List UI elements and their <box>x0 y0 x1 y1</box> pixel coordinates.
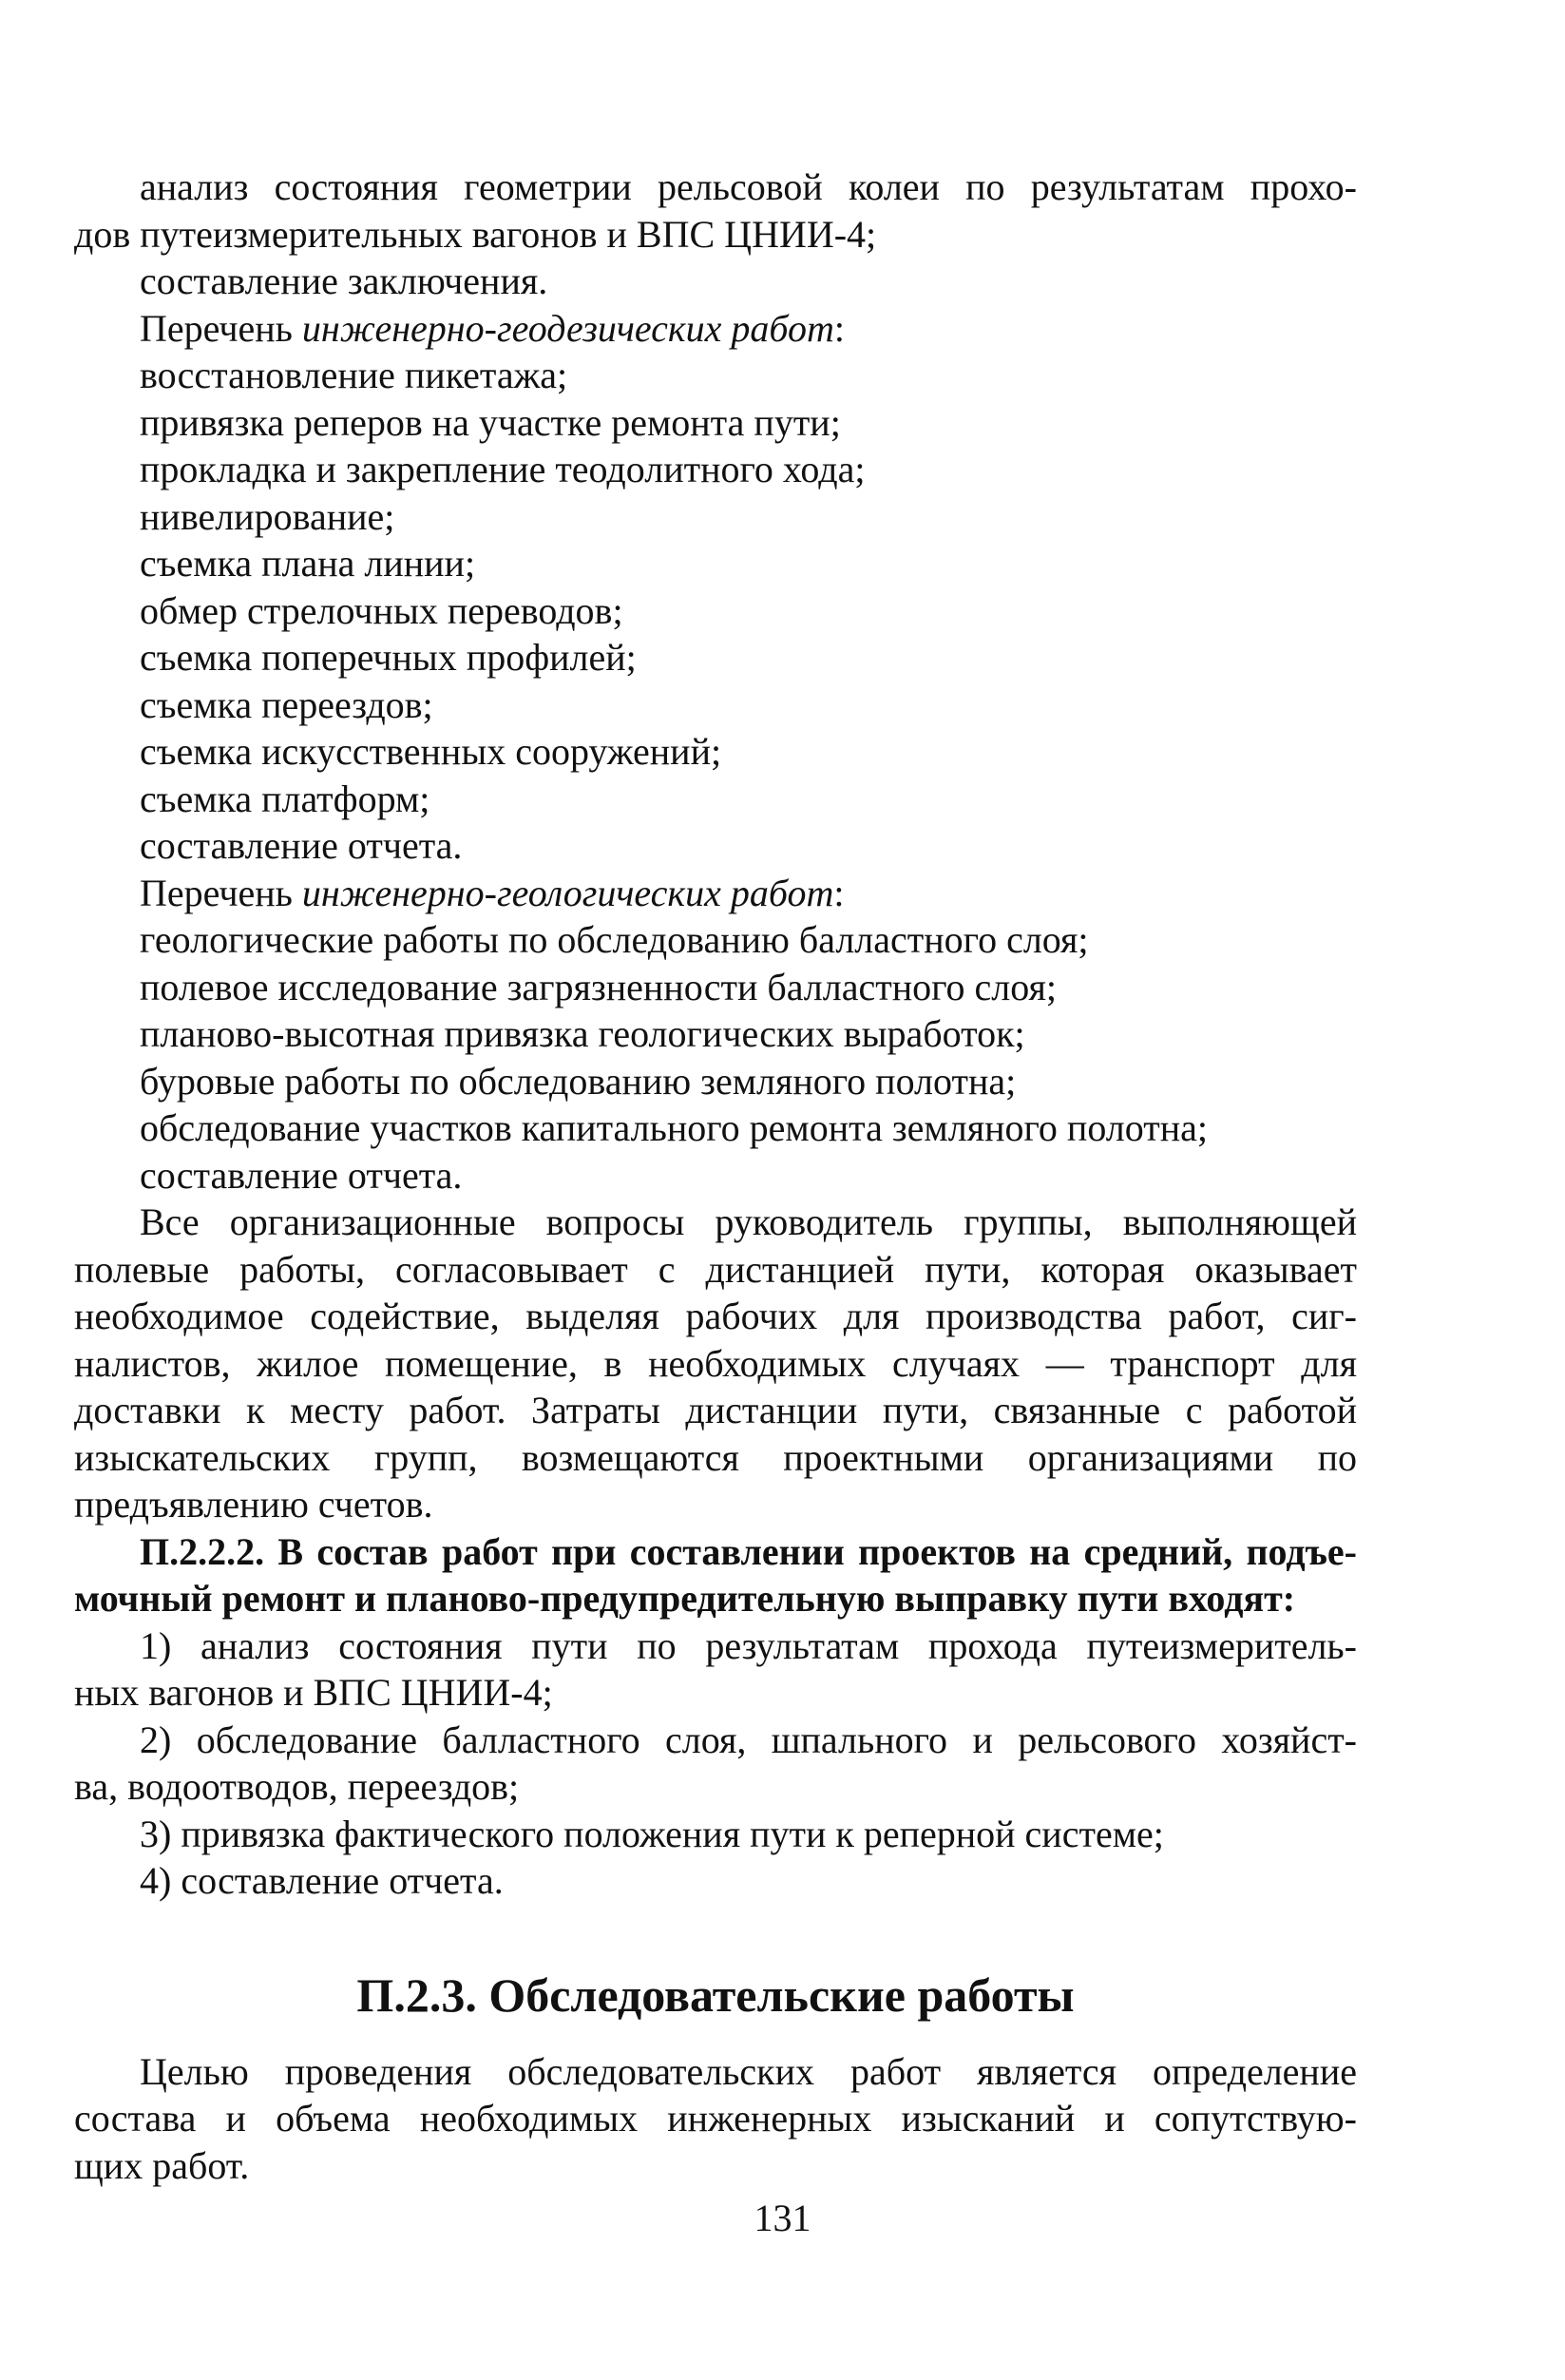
list-item: полевое исследование загрязненности балластного слоя; <box>140 965 1057 1008</box>
text-line: щих работ. <box>74 2143 250 2187</box>
top-paragraph <box>74 163 1357 305</box>
geodetic-works-list <box>74 305 1357 870</box>
list-item: составление отчета. <box>140 1153 463 1197</box>
list-item: съемка платформ; <box>140 777 430 820</box>
numbered-item: 2) обследование балластного слоя, шпального и рельсового хозяйст- <box>140 1718 1357 1761</box>
list-intro-colon: : <box>833 871 845 914</box>
text-line: анализ состояния геометрии рельсовой колеи по результатам прохо- <box>140 165 1357 208</box>
list-intro <box>74 870 1357 917</box>
list-intro-colon: : <box>833 306 845 350</box>
section-paragraph <box>74 2048 1357 2190</box>
organization-paragraph <box>74 1199 1357 1528</box>
list-item: прокладка и закрепление теодолитного хода; <box>140 448 866 490</box>
text-line: Все организационные вопросы руководитель группы, выполняющей <box>140 1200 1357 1243</box>
numbered-item: 1) анализ состояния пути по результатам прохода путеизмеритель- <box>140 1623 1357 1667</box>
list-item: обследование участков капитального ремонта земляного полотна; <box>140 1106 1208 1149</box>
list-intro-italic: инженерно-геологических работ <box>301 871 834 914</box>
list-item: съемка искусственных сооружений; <box>140 730 722 773</box>
list-item: нивелирование; <box>140 494 395 538</box>
text-line: полевые работы, согласовывает с дистанцией пути, которая оказывает <box>74 1247 1357 1291</box>
list-item: съемка поперечных профилей; <box>140 636 637 679</box>
list-intro-prefix: Перечень <box>140 306 302 350</box>
text-line: предъявлению счетов. <box>74 1483 433 1526</box>
list-intro-italic: инженерно-геодезических работ <box>301 306 834 350</box>
text-line: изыскательских групп, возмещаются проектными организациями по <box>74 1435 1357 1479</box>
text-line: состава и объема необходимых инженерных изысканий и сопутствую- <box>74 2097 1357 2140</box>
text-line: налистов, жилое помещение, в необходимых случаях — транспорт для <box>74 1341 1357 1385</box>
list-item: планово-высотная привязка геологических выработок; <box>140 1012 1025 1055</box>
text-line: доставки к месту работ. Затраты дистанции пути, связанные с работой <box>74 1389 1357 1431</box>
list-intro-prefix: Перечень <box>140 871 302 914</box>
list-item: буровые работы по обследованию земляного полотна; <box>140 1059 1017 1103</box>
clause-2-2-2 <box>74 1528 1357 1905</box>
text-line: составление заключения. <box>140 259 548 302</box>
list-item: геологические работы по обследованию балластного слоя; <box>140 918 1089 961</box>
text-line: дов путеизмерительных вагонов и ВПС ЦНИИ-4; <box>74 212 877 256</box>
text-line: необходимое содействие, выделяя рабочих для производства работ, сиг- <box>74 1295 1357 1337</box>
text-line: Целью проведения обследовательских работ является определение <box>140 2049 1357 2093</box>
clause-heading-line: П.2.2.2. В состав работ при составлении проектов на средний, подъе- <box>140 1529 1357 1573</box>
list-item: составление отчета. <box>140 824 463 867</box>
numbered-item: 4) составление отчета. <box>140 1859 504 1902</box>
clause-heading-line: мочный ремонт и планово-предупредительную выправку пути входят: <box>74 1577 1296 1620</box>
list-intro <box>74 305 1357 353</box>
list-item: съемка плана линии; <box>140 542 476 585</box>
section-heading: П.2.3. Обследовательские работы <box>356 1967 1075 2022</box>
list-item: восстановление пикетажа; <box>140 354 568 396</box>
geological-works-list <box>74 870 1357 1200</box>
numbered-item-continuation: ва, водоотводов, переездов; <box>74 1765 520 1808</box>
numbered-item-continuation: ных вагонов и ВПС ЦНИИ-4; <box>74 1671 553 1714</box>
page-body <box>74 163 1357 2189</box>
numbered-item: 3) привязка фактического положения пути к реперной системе; <box>140 1812 1164 1855</box>
list-item: привязка реперов на участке ремонта пути; <box>140 400 841 444</box>
list-item: обмер стрелочных переводов; <box>140 588 623 632</box>
list-item: съемка переездов; <box>140 682 433 726</box>
page-number: 131 <box>754 2197 811 2239</box>
